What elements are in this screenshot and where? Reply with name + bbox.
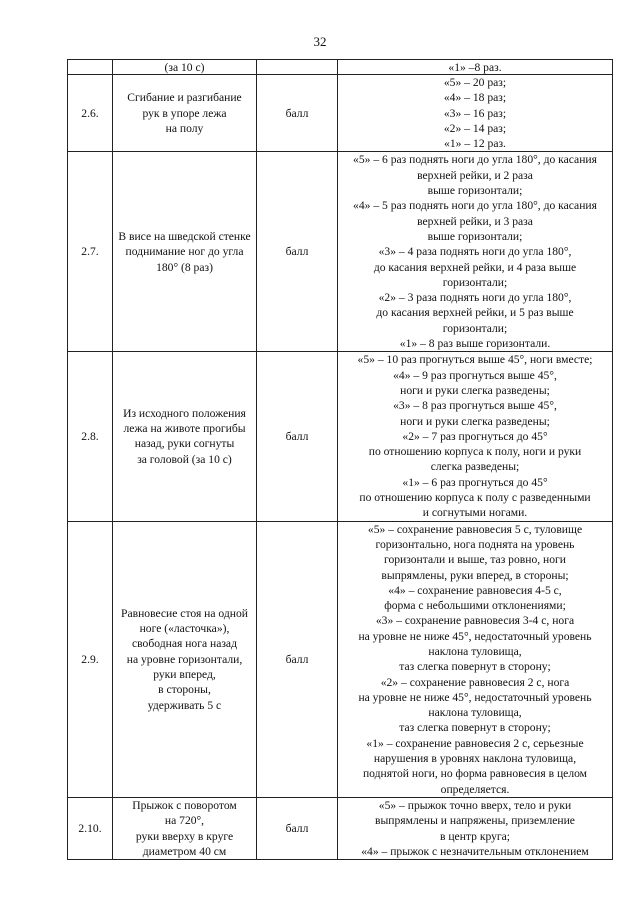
cell-unit [257, 797, 338, 859]
exercise-number: 2.7. [81, 245, 99, 259]
criteria-line: «5» – 20 раз; [443, 76, 507, 89]
criteria-line: слегка разведены; [430, 460, 520, 474]
table-row [68, 797, 613, 859]
criteria-line: «4» – 18 раз; [443, 91, 507, 105]
exercise-text-line: свободная нога назад [132, 637, 237, 651]
cell-criteria [338, 521, 613, 797]
criteria-line: и согнутыми ногами. [422, 506, 528, 520]
page-number: 32 [313, 34, 327, 49]
criteria-line: «2» – 3 раза поднять ноги до угла 180°, [378, 291, 572, 305]
criteria-line: «1» – сохранение равновесия 2 с, серьезные [366, 736, 584, 750]
criteria-line: «1» – 12 раз. [444, 137, 506, 151]
unit-label: балл [285, 106, 309, 120]
criteria-line: «4» – прыжок с незначительным отклонением [361, 844, 589, 858]
exercise-text-line: в стороны, [158, 683, 211, 697]
table-row [68, 75, 613, 152]
exercise-text-line: Из исходного положения [123, 406, 246, 420]
cell-criteria: «1» –8 раз. [338, 60, 613, 75]
criteria-line: поднятой ноги, но форма равновесия в целом [362, 767, 588, 781]
criteria-line: «3» – 4 раза поднять ноги до угла 180°, [378, 245, 572, 259]
exercise-text-line: 180° (8 раз) [156, 260, 213, 274]
criteria-line: «2» – 7 раз прогнуться до 45° [402, 429, 548, 443]
table-row-continuation [68, 60, 613, 75]
criteria-line: горизонтально, нога поднята на уровень [375, 537, 575, 551]
exercise-number: 2.6. [81, 106, 99, 120]
unit-label: балл [285, 652, 309, 666]
exercise-number: 2.8. [81, 429, 99, 443]
cell-exercise [113, 352, 257, 521]
criteria-line: «4» – 9 раз прогнуться выше 45°, [393, 368, 557, 382]
cell-number [68, 75, 113, 152]
cell-unit [257, 60, 338, 75]
exercise-text-line: Равновесие стоя на одной [121, 606, 248, 620]
exercise-text-line: руки вверху в круге [135, 829, 234, 843]
exercise-number: 2.10. [78, 821, 102, 835]
cell-number [68, 60, 113, 75]
cell-number [68, 521, 113, 797]
criteria-line: на уровне не ниже 45°, недостаточный уровень [358, 629, 592, 643]
exercise-text-line: диаметром 40 см [142, 844, 227, 858]
exercise-text-line: удерживать 5 с [147, 698, 222, 712]
exercise-text-line: лежа на животе прогибы [123, 422, 246, 436]
cell-exercise [113, 521, 257, 797]
norms-table [67, 59, 613, 860]
criteria-line: до касания верхней рейки, и 5 раз выше [376, 306, 574, 320]
criteria-line: до касания верхней рейки, и 4 раза выше [373, 260, 577, 274]
criteria-line: в центр круга; [439, 829, 511, 843]
criteria-line: «5» – 10 раз прогнуться выше 45°, ноги вместе; [357, 353, 593, 367]
unit-label: балл [285, 821, 309, 835]
cell-unit [257, 152, 338, 352]
cell-unit [257, 352, 338, 521]
criteria-line: «4» – 5 раз поднять ноги до угла 180°, до касания [353, 199, 597, 213]
criteria-line: выше горизонтали; [427, 184, 523, 198]
criteria-line: наклона туловища, [428, 644, 522, 658]
table-row [68, 352, 613, 521]
criteria-line: «5» – 6 раз поднять ноги до угла 180°, до касания [353, 153, 597, 167]
criteria-line: нарушения в уровнях наклона туловища, [373, 752, 577, 766]
cell-criteria [338, 75, 613, 152]
cell-unit [257, 521, 338, 797]
criteria-line: на уровне не ниже 45°, недостаточный уровень [358, 690, 592, 704]
criteria-line: по отношению корпуса к полу, ноги и руки [368, 445, 582, 459]
exercise-number: 2.9. [81, 652, 99, 666]
criteria-line: наклона туловища, [428, 706, 522, 720]
criteria-line: ноги и руки слегка разведены; [400, 383, 550, 397]
exercise-text-line: ноге («ласточка»), [139, 622, 230, 636]
exercise-text-line: за головой (за 10 с) [137, 452, 232, 466]
criteria-line: по отношению корпуса к полу с разведенными [359, 491, 591, 505]
criteria-line: «5» – прыжок точно вверх, тело и руки [378, 798, 572, 812]
criteria-line: «3» – сохранение равновесия 3-4 с, нога [375, 614, 575, 628]
criteria-line: «3» – 8 раз прогнуться выше 45°, [393, 399, 557, 413]
exercise-text-line: рук в упоре лежа [142, 106, 227, 120]
exercise-text-line: назад, руки согнуты [134, 437, 235, 451]
criteria-line: таз слегка повернут в сторону; [399, 660, 551, 674]
unit-label: балл [285, 245, 309, 259]
exercise-text-line: на полу [165, 121, 204, 135]
criteria-line: горизонтали; [442, 275, 508, 289]
criteria-line: горизонтали; [442, 321, 508, 335]
criteria-line: определяется. [440, 782, 510, 796]
exercise-text-line: В висе на шведской стенке [118, 229, 251, 243]
criteria-line: «4» – сохранение равновесия 4-5 с, [388, 583, 562, 597]
criteria-line: «3» – 16 раз; [443, 106, 507, 120]
cell-exercise [113, 797, 257, 859]
exercise-text-line: на уровне горизонтали, [126, 652, 243, 666]
criteria-line: выпрямлены, руки вперед, в стороны; [381, 568, 569, 582]
exercise-text-line: Прыжок с поворотом [132, 798, 237, 812]
cell-exercise [113, 75, 257, 152]
cell-unit [257, 75, 338, 152]
criteria-line: «1» – 6 раз прогнуться до 45° [402, 475, 548, 489]
unit-label: балл [285, 429, 309, 443]
exercise-text-line: руки вперед, [153, 667, 216, 681]
cell-exercise: (за 10 с) [113, 60, 257, 75]
criteria-line: верхней рейки, и 3 раза [417, 214, 533, 228]
criteria-line: горизонтали и выше, таз ровно, ноги [383, 553, 567, 567]
criteria-line: таз слегка повернут в сторону; [399, 721, 551, 735]
cell-number [68, 152, 113, 352]
criteria-line: форма с небольшими отклонениями; [384, 599, 566, 613]
cell-criteria [338, 152, 613, 352]
table-row [68, 152, 613, 352]
cell-number [68, 352, 113, 521]
exercise-text-line: на 720°, [164, 814, 205, 828]
table-row [68, 521, 613, 797]
criteria-line: «2» – 14 раз; [443, 121, 507, 135]
exercise-text-line: Сгибание и разгибание [127, 91, 242, 105]
exercise-text-line: поднимание ног до угла [125, 245, 244, 259]
cell-criteria [338, 797, 613, 859]
cell-number [68, 797, 113, 859]
criteria-line: выпрямлены и напряжены, приземление [375, 814, 575, 828]
criteria-line: верхней рейки, и 2 раза [417, 168, 533, 182]
criteria-line: «2» – сохранение равновесия 2 с, нога [380, 675, 570, 689]
criteria-line: ноги и руки слегка разведены; [400, 414, 550, 428]
cell-criteria [338, 352, 613, 521]
criteria-line: выше горизонтали; [427, 229, 523, 243]
criteria-line: «5» – сохранение равновесия 5 с, туловище [367, 522, 583, 536]
cell-exercise [113, 152, 257, 352]
criteria-line: «1» – 8 раз выше горизонтали. [399, 337, 551, 351]
